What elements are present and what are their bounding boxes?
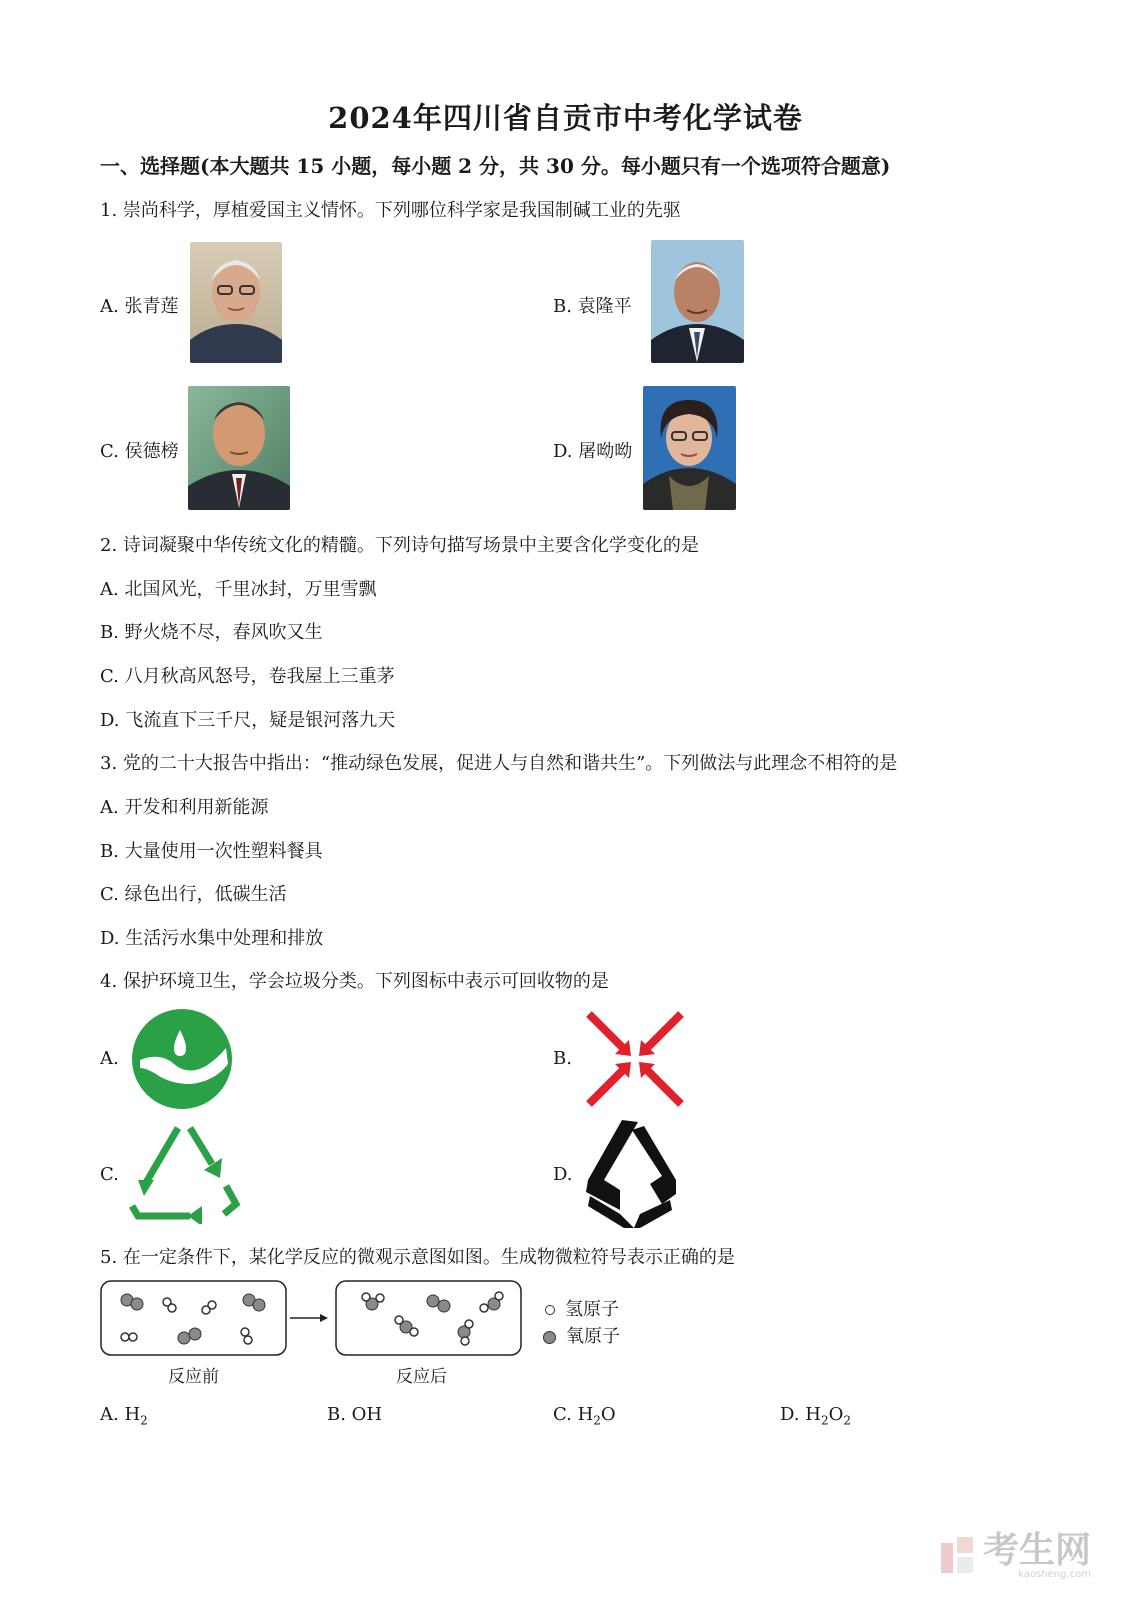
q1-option-b[interactable]: B. 袁隆平 [553,296,632,317]
reaction-diagram [100,1280,530,1358]
q5-option-d-sub1: 2 [820,1413,829,1428]
q5-stem: 5. 在一定条件下，某化学反应的微观示意图如图。生成物微粒符号表示正确的是 [100,1247,735,1268]
black-recycle-arrows-icon [580,1118,682,1230]
q3-option-a[interactable]: A. 开发和利用新能源 [100,797,269,818]
hydrogen-atom-icon [545,1305,555,1315]
legend-oxygen-label: 氧原子 [566,1326,620,1347]
q5-option-c[interactable] [553,1404,616,1428]
q1-stem: 1. 崇尚科学，厚植爱国主义情怀。下列哪位科学家是我国制碱工业的先驱 [100,200,681,221]
portrait-c-image [188,386,290,510]
watermark-logo [941,1530,1091,1580]
recycle-triangle-icon [128,1120,244,1224]
portrait-d-image [643,386,736,510]
legend-hydrogen-label: 氢原子 [565,1299,619,1320]
q5-option-d-text: D. H [780,1404,821,1425]
q5-option-c-suffix: O [600,1404,616,1425]
page-title: 2024年四川省自贡市中考化学试卷 [328,101,803,135]
q4-option-a[interactable]: A. [100,1048,119,1069]
q5-option-d-mid: O [828,1404,844,1425]
after-reaction-box [336,1281,521,1355]
watermark-text: 考生网 [982,1530,1091,1571]
q2-option-b[interactable]: B. 野火烧不尽，春风吹又生 [100,622,323,643]
portrait-a-image [190,242,282,363]
reaction-arrow [290,1314,328,1322]
q1-option-a[interactable]: A. 张青莲 [100,296,179,317]
q2-stem: 2. 诗词凝聚中华传统文化的精髓。下列诗句描写场景中主要含化学变化的是 [100,535,699,556]
q3-stem: 3. 党的二十大报告中指出：“推动绿色发展，促进人与自然和谐共生”。下列做法与此理念不相符的是 [100,753,898,774]
q4-option-b[interactable]: B. [553,1048,572,1069]
q2-option-a[interactable]: A. 北国风光，千里冰封，万里雪飘 [100,579,377,600]
q3-option-d[interactable]: D. 生活污水集中处理和排放 [100,928,324,949]
q1-option-d[interactable]: D. 屠呦呦 [553,441,633,462]
water-drop-recycle-icon [130,1008,234,1110]
q4-stem: 4. 保护环境卫生，学会垃圾分类。下列图标中表示可回收物的是 [100,971,609,992]
before-reaction-box [101,1281,286,1355]
watermark-sub: kaosheng.com [1018,1569,1091,1580]
q5-option-a[interactable] [100,1404,148,1428]
after-reaction-label: 反应后 [396,1367,447,1387]
q5-option-c-sub: 2 [593,1413,601,1428]
watermark-icon [941,1537,975,1577]
q2-option-d[interactable]: D. 飞流直下三千尺，疑是银河落九天 [100,710,396,731]
section-heading: 一、选择题(本大题共 15 小题，每小题 2 分，共 30 分。每小题只有一个选项符合题意) [100,154,891,178]
legend-hydrogen [545,1295,619,1321]
q1-option-c[interactable]: C. 侯德榜 [100,441,179,462]
q5-option-a-sub: 2 [140,1413,148,1428]
q5-option-b[interactable]: B. OH [327,1404,383,1425]
legend-oxygen [543,1322,620,1348]
q5-option-c-text: C. H [553,1404,594,1425]
oxygen-atom-icon [543,1331,556,1344]
q5-option-d-sub2: 2 [843,1413,851,1428]
q4-option-c[interactable]: C. [100,1164,119,1185]
before-reaction-label: 反应前 [168,1367,219,1387]
q2-option-c[interactable]: C. 八月秋高风怒号，卷我屋上三重茅 [100,666,395,687]
q5-option-d[interactable] [780,1404,851,1428]
portrait-b-image [651,240,744,363]
q3-option-b[interactable]: B. 大量使用一次性塑料餐具 [100,841,323,862]
q4-option-d[interactable]: D. [553,1164,573,1185]
q5-option-a-text: A. H [100,1404,141,1425]
compress-arrows-icon [585,1010,685,1108]
q3-option-c[interactable]: C. 绿色出行，低碳生活 [100,884,287,905]
